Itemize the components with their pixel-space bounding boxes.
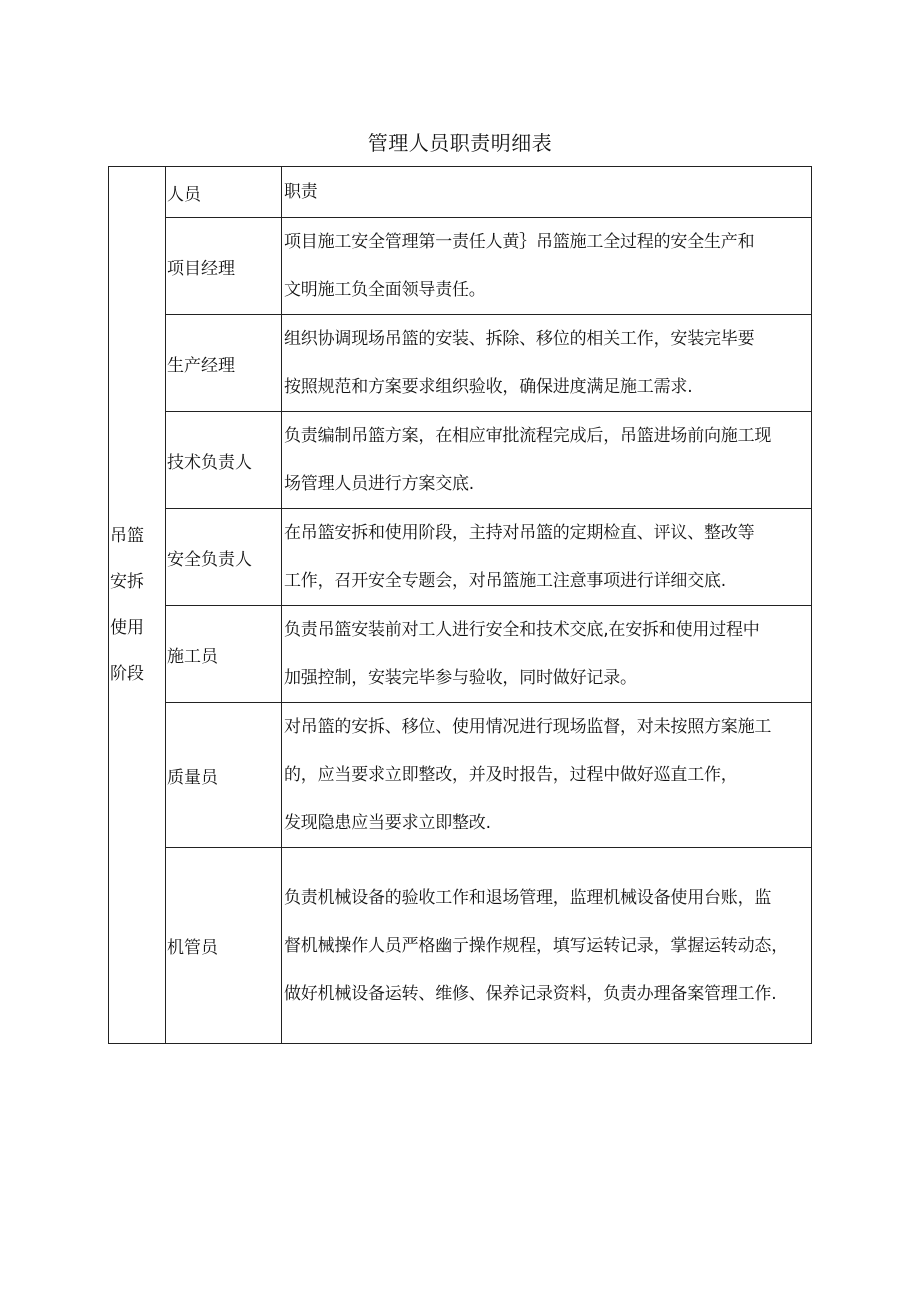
role-cell: 安全负责人 (166, 509, 282, 606)
duty-cell (282, 218, 812, 315)
table-row (109, 703, 812, 848)
table-row (109, 412, 812, 509)
duty-line: 对吊篮的安拆、移位、使用情况进行现场监督，对未按照方案施工 (284, 717, 772, 737)
duty-line: 督机械操作人员严格幽亍操作规程，填写运转记录，掌握运转动态， (284, 935, 788, 956)
duty-cell (282, 509, 812, 606)
duty-line: 负责吊篮安装前对工人进行安全和技术交底,在安拆和使用过程中 (284, 620, 760, 640)
duty-cell (282, 848, 812, 1044)
duty-line: 的，应当要求立即整改，并及时报告，过程中做好巡直工作， (284, 765, 738, 785)
duty-line: 发现隐患应当要求立即整改. (284, 813, 491, 833)
table-header-row (109, 167, 812, 218)
duty-line: 按照规范和方案要求组织验收，确保进度满足施工需求. (284, 377, 693, 397)
duty-table (108, 166, 812, 1044)
duty-line: 场管理人员进行方案交底. (284, 474, 475, 494)
duty-cell (282, 606, 812, 703)
stage-line: 安拆 (110, 572, 144, 592)
duty-line: 项目施工安全管理第一责任人黄｝吊篮施工全过程的安全生产和 (284, 232, 755, 252)
role-cell: 机管员 (166, 848, 282, 1044)
duty-cell (282, 703, 812, 848)
stage-line: 阶段 (110, 664, 144, 684)
header-role: 人员 (166, 167, 282, 218)
role-cell: 质量员 (166, 703, 282, 848)
duty-line: 负责机械设备的验收工作和退场管理，监理机械设备使用台账，监 (284, 887, 772, 908)
table-row (109, 218, 812, 315)
duty-line: 在吊篮安拆和使用阶段，主持对吊篮的定期检直、评议、整改等 (284, 523, 755, 543)
duty-line: 加强控制，安装完毕参与验收，同时做好记录。 (284, 668, 637, 688)
role-cell: 技术负责人 (166, 412, 282, 509)
stage-line: 使用 (110, 618, 144, 638)
role-cell: 生产经理 (166, 315, 282, 412)
duty-line: 文明施工负全面领导责任。 (284, 280, 486, 300)
role-cell: 项目经理 (166, 218, 282, 315)
table-row (109, 509, 812, 606)
duty-line: 工作，召开安全专题会，对吊篮施工注意事项进行详细交底. (284, 571, 727, 591)
duty-line: 负责编制吊篮方案，在相应审批流程完成后，吊篮进场前向施工现 (284, 426, 772, 446)
table-row (109, 848, 812, 1044)
table-row (109, 315, 812, 412)
stage-cell (109, 167, 166, 1044)
duty-line: 组织协调现场吊篮的安装、拆除、移位的相关工作，安装完毕要 (284, 329, 755, 349)
duty-line: 做好机械设备运转、维修、保养记录资料，负责办理备案管理工作. (284, 983, 777, 1004)
role-cell: 施工员 (166, 606, 282, 703)
stage-line: 吊篮 (110, 526, 144, 546)
duty-cell (282, 412, 812, 509)
table-row (109, 606, 812, 703)
header-duty: 职责 (282, 167, 812, 218)
duty-cell (282, 315, 812, 412)
page-title: 管理人员职责明细表 (367, 131, 553, 155)
